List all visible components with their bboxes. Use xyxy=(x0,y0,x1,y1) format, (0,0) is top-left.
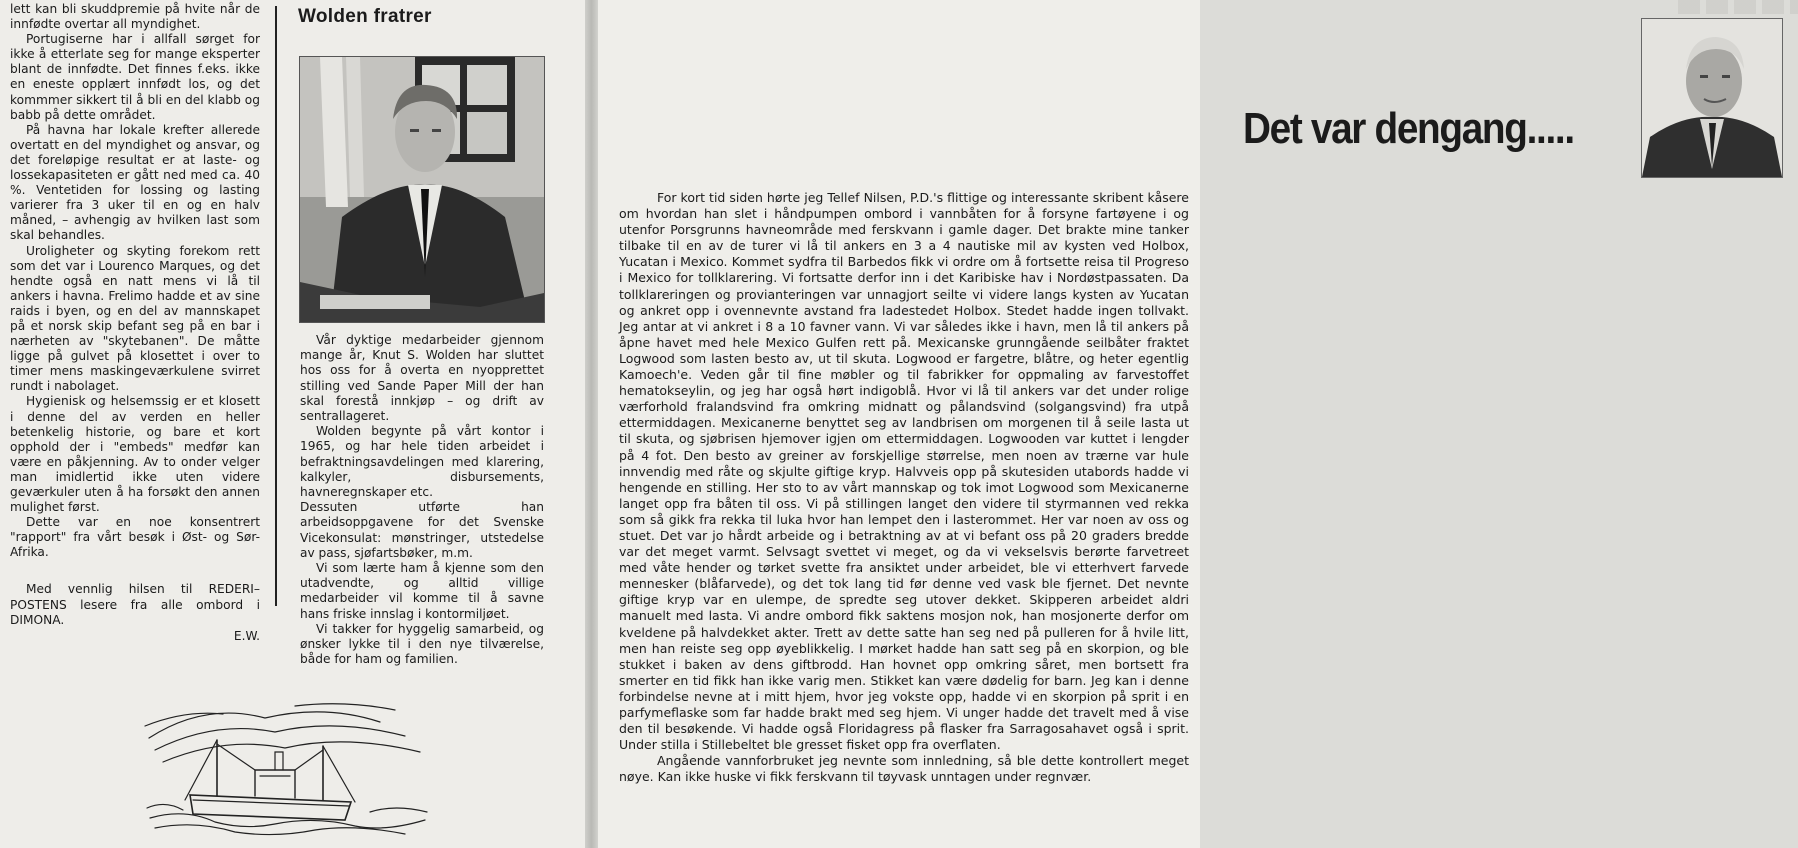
paragraph: Portugiserne har i allfall sørget for ikke å etterlate seg for mange eksperter blant de innfødte. Det finnes f.eks. ikke en eneste opplært innfødt los, og det kommmer sikkert til å bli en del klabb og babb på dette området. xyxy=(10,32,260,122)
closing-greeting: Med vennlig hilsen til REDERI–POSTENS lesere fra alle ombord i DIMONA. xyxy=(10,582,260,627)
column-divider xyxy=(275,6,277,606)
page-gutter xyxy=(585,0,598,848)
paragraph: Vi som lærte ham å kjenne som den utadvendte, og alltid villige medarbeider vil komme til å savne hans friske innslag i kontormiljøet. xyxy=(300,561,544,621)
page-headline: Det var dengang..... xyxy=(1243,104,1574,153)
portrait-photo xyxy=(299,56,545,323)
article-body xyxy=(619,190,1189,785)
paragraph: Wolden begynte på vårt kontor i 1965, og har hele tiden arbeidet i befraktningsavdelingen med klarering, kalkyler, disbursements, havneregnskaper etc. xyxy=(300,424,544,500)
article-body xyxy=(300,333,544,667)
paragraph: Dessuten utførte han arbeidsoppgavene for det Svenske Vicekonsulat: mønstringer, utstedelse av pass, sjøfartsbøker, m.m. xyxy=(300,500,544,560)
signature: E.W. xyxy=(233,628,260,643)
paragraph: lett kan bli skuddpremie på hvite når de innfødte overtar all myndighet. xyxy=(10,2,260,32)
article-title: Wolden fratrer xyxy=(298,6,432,27)
bleed-through-text xyxy=(1678,0,1798,14)
paragraph: For kort tid siden hørte jeg Tellef Nilsen, P.D.'s flittige og interessante skribent kåsere om hvordan han slet i håndpumpen ombord i vannbåten for å forsyne fartøyene i og utenfor Porsgrunns havneområde med ferskvann i gamle dager. Det brakte mine tanker tilbake til en av de turer vi lå til ankers en 3 a 4 nautiske mil av kysten ved Holbox, Yucatan i Mexico. Kommet sydfra til Barbedos fikk vi ordre om å fortsette reisa til Progreso i Mexico for tollklarering. Vi fortsatte derfor inn i det Karibiske hav i Nordøstpassaten. Da tollklareringen og provianteringen var unnagjort seilte vi videre langs kysten av Yucatan og ankret opp i ovennevnte avstand fra ladestedet Holbox. Stedet hadde ingen tollvakt. Jeg antar at vi ankret i 8 a 10 favner vann. Vi var således ikke i havn, men lå til ankers på åpne havet med hele Mexico Gulfen rett på. Mexicanske grunngående seilbåter fraktet Logwood som lasten besto av, ut til skuta. Logwood er fargetre, blåtre, og heter egentlig Kamoech'e. Veden går til fine møbler og til fabrikker for oppmaling av farvestoffet hematokseylin, og jeg har også hørt indigoblå. Hvor vi lå til ankers var det under rolige værforhold fralandsvind fra omkring midnatt og pålandsvind (solgangsvind) fra utpå ettermiddagen. Mexicanerne benyttet seg av landbrisen om morgenen til å seile lasta ut til skuta, og sjøbrisen hjemover igjen om ettermiddagen. Logwooden var kuttet i lengder på 4 fot. Den besto av greiner av forskjellige størrelse, men noen av trærne var hule innvendig med råte og skjulte giftige kryp. Halvveis opp på skutesiden utabords hadde vi hengende en stilling. Her sto to av vårt mannskap og tok imot Logwood som Mexicanerne langet opp fra båten til oss. Vi på stillingen langet den videre til styrmannen ved rekka som så gikk fra rekka til luka hvor han lempet den i lasterommet. Her var noen av oss og stuet. Det var jo hårdt arbeide og i betraktning av at vi befant oss på 20 graders bredde var det meget varmt. Selvsagt svettet vi meget, og da vi vekselsvis berørte farvetreet med våte hender og tørket svette fra ansiktet under arbeidet, ble vi etterhvert farvede mennesker (blåfarvede), og det tok lang tid før denne ved vask ble fjernet. Det nevnte giftige kryp var en ulempe, de spredte seg utover dekket. Skipperen arbeidet aldri manuelt med lasta. Vi andre ombord fikk saktens mosjon nok, han mosjonerte derfor om kveldene på halvdekket akter. Trett av dette satte han seg ned på pulleren for å hvile litt, men han reiste seg opp øyeblikkelig. I mørket hadde han satt seg på en skorpion, og ble stukket i baken av dens giftbrodd. Han hovnet opp omkring såret, men bortsett fra smerter en tid fikk han ikke varig men. Stikket kan være dødelig for barn. Jeg kan i denne forbindelse nevne at i mitt hjem, hvor jeg vokste opp, hadde vi en skorpion på sprit i en parfymeflaske som far hadde brakt med seg hjem. Vi unger hadde det travelt med å vise den til besøkende. Vi hadde også Floridagress på flasker fra Sarragosahavet også i sprit. Under stilla i Stillebeltet ble gresset fisket opp fra overflaten. xyxy=(619,190,1189,753)
paragraph: Vår dyktige medarbeider gjennom mange år, Knut S. Wolden har sluttet hos oss for å overta en nyopprettet stilling ved Sande Paper Mill der han skal forestå innkjøp – og drift av sentrallageret. xyxy=(300,333,544,424)
portrait-photo xyxy=(1641,18,1783,178)
left-page xyxy=(0,0,585,848)
paragraph: Uroligheter og skyting forekom rett som det var i Lourenco Marques, og det hendte også en natt mens vi lå til ankers i havna. Frelimo hadde et av sine raids i byen, og en del av mannskapet på et norsk skip befant seg på en bar i nærheten av "skytebanen". De måtte ligge på gulvet på klosettet i over to timer mens maskingeværkulene svirret rundt i nabolaget. xyxy=(10,243,260,394)
paragraph: Hygienisk og helsemssig er et klosett i denne del av verden en heller betenkelig historie, og bare et kort opphold der i "embeds" medfør kan være en påkjenning. Av to onder velger man imidlertid ikke uten videre geværkuler uten å ha forsøkt den annen mulighet først. xyxy=(10,394,260,515)
article-continuation xyxy=(10,2,260,644)
paragraph: Angående vannforbruket jeg nevnte som innledning, så ble dette kontrollert meget nøye. Kan ikke huske vi fikk ferskvann til tøyvask unntagen under regnvær. xyxy=(619,753,1189,785)
paragraph: Vi takker for hyggelig samarbeid, og ønsker lykke til i den nye tilværelse, både for ham og familien. xyxy=(300,621,544,667)
ship-sketch xyxy=(145,700,430,840)
paragraph: På havna har lokale krefter allerede overtatt en del myndighet og ansvar, og det foreløpige resultat er at laste- og lossekapasiteten er gått ned med ca. 40 %. Ventetiden for lossing og lasting varierer fra 3 uker til en og en halv måned, – avhengig av hvilken last som skal behandles. xyxy=(10,122,260,243)
paragraph: Dette var en noe konsentrert "rapport" fra vårt besøk i Øst- og Sør-Afrika. xyxy=(10,515,260,560)
